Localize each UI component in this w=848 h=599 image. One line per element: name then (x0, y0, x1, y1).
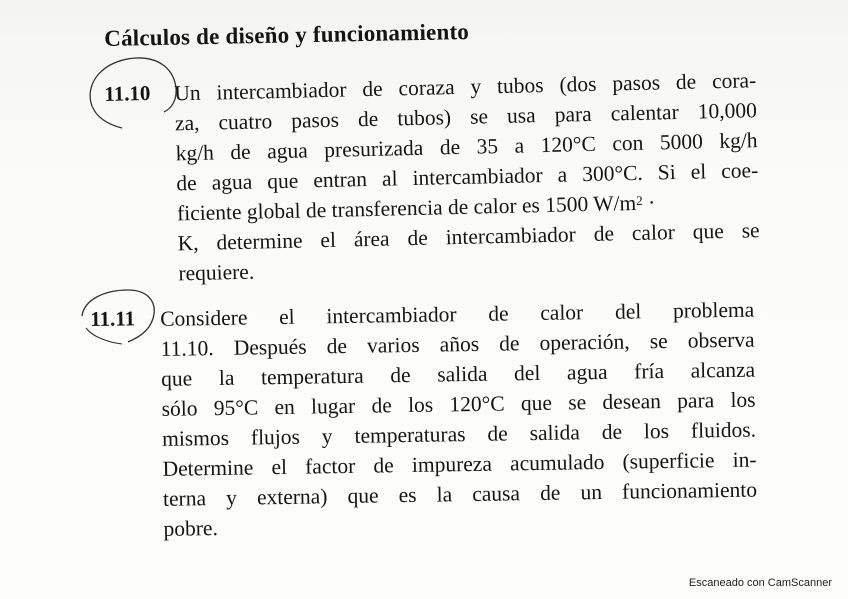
text-line: Un intercambiador de coraza y tubos (dos pasos de cora- (174, 68, 757, 106)
text-line: que la temperatura de salida del agua fría alcanza (160, 357, 756, 391)
problem-text (174, 65, 761, 288)
camscanner-watermark: Escaneado con CamScanner (688, 577, 832, 589)
text-line: K, determine el área de intercambiador de calor que se (177, 218, 760, 256)
text-line: sólo 95°C en lugar de los 120°C que se desean para los (161, 387, 756, 421)
text-line: de agua que entran al intercambiador a 300°C. Si el coe- (176, 158, 759, 196)
text-line: Determine el factor de impureza acumulado (superficie in- (162, 447, 757, 481)
text-fragment: · (642, 190, 656, 215)
problem-text (160, 295, 758, 544)
problem-number: 11.10 (104, 80, 151, 106)
superscript: 2 (635, 192, 643, 208)
text-line: 11.10. Después de varios años de operación, se observa (160, 327, 755, 361)
text-line: kg/h de agua presurizada de 35 a 120°C con 5000 kg/h (175, 128, 758, 166)
text-line: pobre. (163, 516, 219, 541)
section-heading: Cálculos de diseño y funcionamiento (104, 18, 470, 51)
text-line: za, cuatro pasos de tubos) se usa para calentar 10,000 (174, 98, 758, 136)
problem-number: 11.11 (90, 306, 136, 331)
text-line: ficiente global de transferencia de calor es 1500 W/m (176, 190, 637, 226)
text-line: mismos flujos y temperaturas de salida de los fluidos. (161, 417, 757, 451)
text-line: terna y externa) que es la causa de un funcionamiento (162, 477, 758, 511)
text-line: Considere el intercambiador de calor del problema (160, 297, 755, 331)
text-line: requiere. (178, 259, 255, 286)
